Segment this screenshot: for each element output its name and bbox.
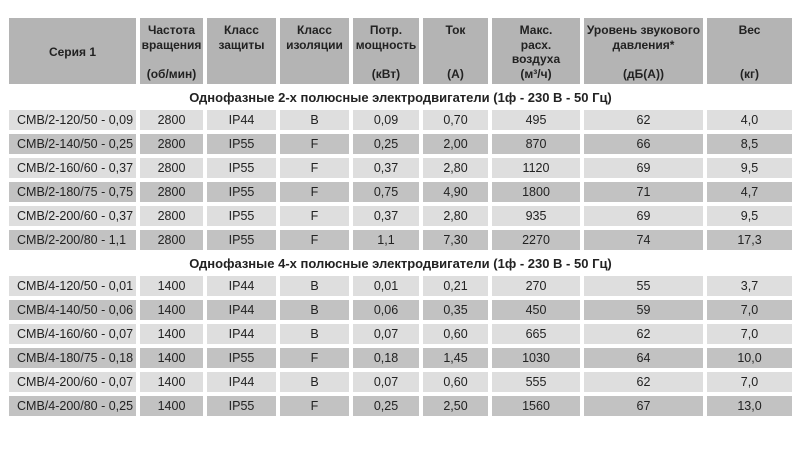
- value-cell: 1400: [140, 276, 203, 296]
- value-cell: 0,09: [353, 110, 419, 130]
- value-cell: 55: [584, 276, 703, 296]
- value-cell: B: [280, 110, 349, 130]
- column-header-series: [9, 18, 136, 84]
- value-cell: IP55: [207, 230, 276, 250]
- value-cell: 1560: [492, 396, 580, 416]
- value-cell: 17,3: [707, 230, 792, 250]
- value-cell: F: [280, 230, 349, 250]
- value-cell: 2,00: [423, 134, 488, 154]
- table-row: [9, 206, 792, 226]
- table-row: [9, 324, 792, 344]
- column-title-line: Класс: [224, 23, 259, 37]
- value-cell: 67: [584, 396, 703, 416]
- value-cell: F: [280, 396, 349, 416]
- value-cell: 7,0: [707, 300, 792, 320]
- column-title-line: Потр.: [369, 23, 403, 37]
- value-cell: 450: [492, 300, 580, 320]
- value-cell: 1800: [492, 182, 580, 202]
- column-title-line: давления*: [612, 37, 675, 52]
- value-cell: IP55: [207, 134, 276, 154]
- model-cell: CMB/4-200/60 - 0,07: [9, 372, 136, 392]
- value-cell: 0,70: [423, 110, 488, 130]
- value-cell: 10,0: [707, 348, 792, 368]
- value-cell: 9,5: [707, 158, 792, 178]
- value-cell: 935: [492, 206, 580, 226]
- table-row: [9, 348, 792, 368]
- value-cell: 69: [584, 158, 703, 178]
- column-title-line: Класс: [297, 23, 332, 37]
- value-cell: 62: [584, 110, 703, 130]
- column-title-line: Серия 1: [48, 44, 97, 59]
- model-cell: CMB/4-120/50 - 0,01: [9, 276, 136, 296]
- value-cell: 0,06: [353, 300, 419, 320]
- value-cell: 64: [584, 348, 703, 368]
- value-cell: 0,25: [353, 396, 419, 416]
- value-cell: IP44: [207, 110, 276, 130]
- value-cell: 870: [492, 134, 580, 154]
- model-cell: CMB/2-200/60 - 0,37: [9, 206, 136, 226]
- value-cell: 2800: [140, 134, 203, 154]
- value-cell: 1400: [140, 372, 203, 392]
- value-cell: 69: [584, 206, 703, 226]
- value-cell: 0,37: [353, 206, 419, 226]
- value-cell: 74: [584, 230, 703, 250]
- value-cell: F: [280, 182, 349, 202]
- value-cell: 66: [584, 134, 703, 154]
- value-cell: IP55: [207, 182, 276, 202]
- value-cell: IP55: [207, 206, 276, 226]
- column-title-line: изоляции: [286, 37, 343, 52]
- value-cell: 1400: [140, 324, 203, 344]
- table-row: [9, 300, 792, 320]
- value-cell: 0,37: [353, 158, 419, 178]
- column-title-line: мощность: [355, 37, 417, 52]
- value-cell: 71: [584, 182, 703, 202]
- value-cell: IP55: [207, 396, 276, 416]
- value-cell: IP55: [207, 158, 276, 178]
- value-cell: 2,80: [423, 158, 488, 178]
- value-cell: 270: [492, 276, 580, 296]
- section-title: Однофазные 4-х полюсные электродвигатели (1ф - 230 В - 50 Гц): [9, 254, 792, 272]
- value-cell: F: [280, 158, 349, 178]
- column-title-line: Вес: [738, 23, 761, 37]
- column-header-protection-class: [207, 18, 276, 84]
- value-cell: 0,25: [353, 134, 419, 154]
- model-cell: CMB/2-160/60 - 0,37: [9, 158, 136, 178]
- value-cell: 1,45: [423, 348, 488, 368]
- column-unit: (А): [447, 67, 464, 81]
- value-cell: 7,30: [423, 230, 488, 250]
- value-cell: 2,50: [423, 396, 488, 416]
- value-cell: 8,5: [707, 134, 792, 154]
- value-cell: IP44: [207, 276, 276, 296]
- column-title-line: защиты: [218, 37, 265, 52]
- value-cell: B: [280, 276, 349, 296]
- table-row: [9, 372, 792, 392]
- value-cell: 0,07: [353, 372, 419, 392]
- column-header-sound-pressure: [584, 18, 703, 84]
- value-cell: 2800: [140, 182, 203, 202]
- value-cell: 0,18: [353, 348, 419, 368]
- motor-spec-table: [5, 14, 796, 420]
- model-cell: CMB/4-140/50 - 0,06: [9, 300, 136, 320]
- table-row: [9, 230, 792, 250]
- column-title-line: вращения: [141, 37, 202, 52]
- column-header-power-consumption: [353, 18, 419, 84]
- model-cell: CMB/2-140/50 - 0,25: [9, 134, 136, 154]
- table-row: [9, 110, 792, 130]
- value-cell: IP44: [207, 324, 276, 344]
- section-header-row: [9, 254, 792, 272]
- value-cell: 665: [492, 324, 580, 344]
- value-cell: 0,35: [423, 300, 488, 320]
- value-cell: F: [280, 134, 349, 154]
- column-header-current: [423, 18, 488, 84]
- value-cell: 1400: [140, 300, 203, 320]
- value-cell: 0,60: [423, 372, 488, 392]
- column-header-rotation-speed: [140, 18, 203, 84]
- value-cell: 62: [584, 324, 703, 344]
- value-cell: 59: [584, 300, 703, 320]
- model-cell: CMB/2-200/80 - 1,1: [9, 230, 136, 250]
- value-cell: F: [280, 206, 349, 226]
- table-row: [9, 134, 792, 154]
- column-title-line: Макс.: [519, 23, 553, 37]
- value-cell: 1120: [492, 158, 580, 178]
- column-title-line: Частота: [147, 23, 196, 37]
- column-title-line: Уровень звукового: [586, 23, 701, 37]
- value-cell: IP55: [207, 348, 276, 368]
- table-row: [9, 276, 792, 296]
- value-cell: 0,01: [353, 276, 419, 296]
- table-row: [9, 182, 792, 202]
- value-cell: 2,80: [423, 206, 488, 226]
- model-cell: CMB/4-160/60 - 0,07: [9, 324, 136, 344]
- model-cell: CMB/4-200/80 - 0,25: [9, 396, 136, 416]
- column-title-line: Ток: [445, 23, 466, 37]
- column-unit: (кВт): [371, 67, 401, 81]
- section-header-row: [9, 88, 792, 106]
- value-cell: 0,75: [353, 182, 419, 202]
- value-cell: 4,0: [707, 110, 792, 130]
- value-cell: 555: [492, 372, 580, 392]
- value-cell: F: [280, 348, 349, 368]
- column-unit: (м³/ч): [520, 67, 552, 81]
- value-cell: 13,0: [707, 396, 792, 416]
- value-cell: 7,0: [707, 324, 792, 344]
- value-cell: 2270: [492, 230, 580, 250]
- column-unit: (кг): [740, 67, 759, 81]
- value-cell: 1400: [140, 396, 203, 416]
- column-title-line: воздуха: [511, 52, 561, 67]
- table-header-row: [9, 18, 792, 84]
- value-cell: 1030: [492, 348, 580, 368]
- value-cell: 0,60: [423, 324, 488, 344]
- value-cell: 2800: [140, 110, 203, 130]
- value-cell: B: [280, 300, 349, 320]
- value-cell: B: [280, 372, 349, 392]
- column-unit: (об/мин): [146, 67, 197, 81]
- value-cell: 4,7: [707, 182, 792, 202]
- model-cell: CMB/2-180/75 - 0,75: [9, 182, 136, 202]
- column-title-line: расх.: [520, 37, 552, 52]
- value-cell: 495: [492, 110, 580, 130]
- value-cell: 2800: [140, 230, 203, 250]
- value-cell: 9,5: [707, 206, 792, 226]
- column-header-weight: [707, 18, 792, 84]
- value-cell: 62: [584, 372, 703, 392]
- column-header-max-airflow: [492, 18, 580, 84]
- section-title: Однофазные 2-х полюсные электродвигатели (1ф - 230 В - 50 Гц): [9, 88, 792, 106]
- value-cell: 7,0: [707, 372, 792, 392]
- value-cell: 2800: [140, 206, 203, 226]
- model-cell: CMB/4-180/75 - 0,18: [9, 348, 136, 368]
- value-cell: IP44: [207, 300, 276, 320]
- value-cell: 0,07: [353, 324, 419, 344]
- table-row: [9, 158, 792, 178]
- value-cell: B: [280, 324, 349, 344]
- value-cell: 1,1: [353, 230, 419, 250]
- value-cell: 4,90: [423, 182, 488, 202]
- value-cell: 0,21: [423, 276, 488, 296]
- value-cell: 1400: [140, 348, 203, 368]
- table-row: [9, 396, 792, 416]
- value-cell: 3,7: [707, 276, 792, 296]
- value-cell: IP44: [207, 372, 276, 392]
- model-cell: CMB/2-120/50 - 0,09: [9, 110, 136, 130]
- table-body: [9, 88, 792, 416]
- value-cell: 2800: [140, 158, 203, 178]
- column-unit: (дБ(А)): [623, 67, 664, 81]
- column-header-insulation-class: [280, 18, 349, 84]
